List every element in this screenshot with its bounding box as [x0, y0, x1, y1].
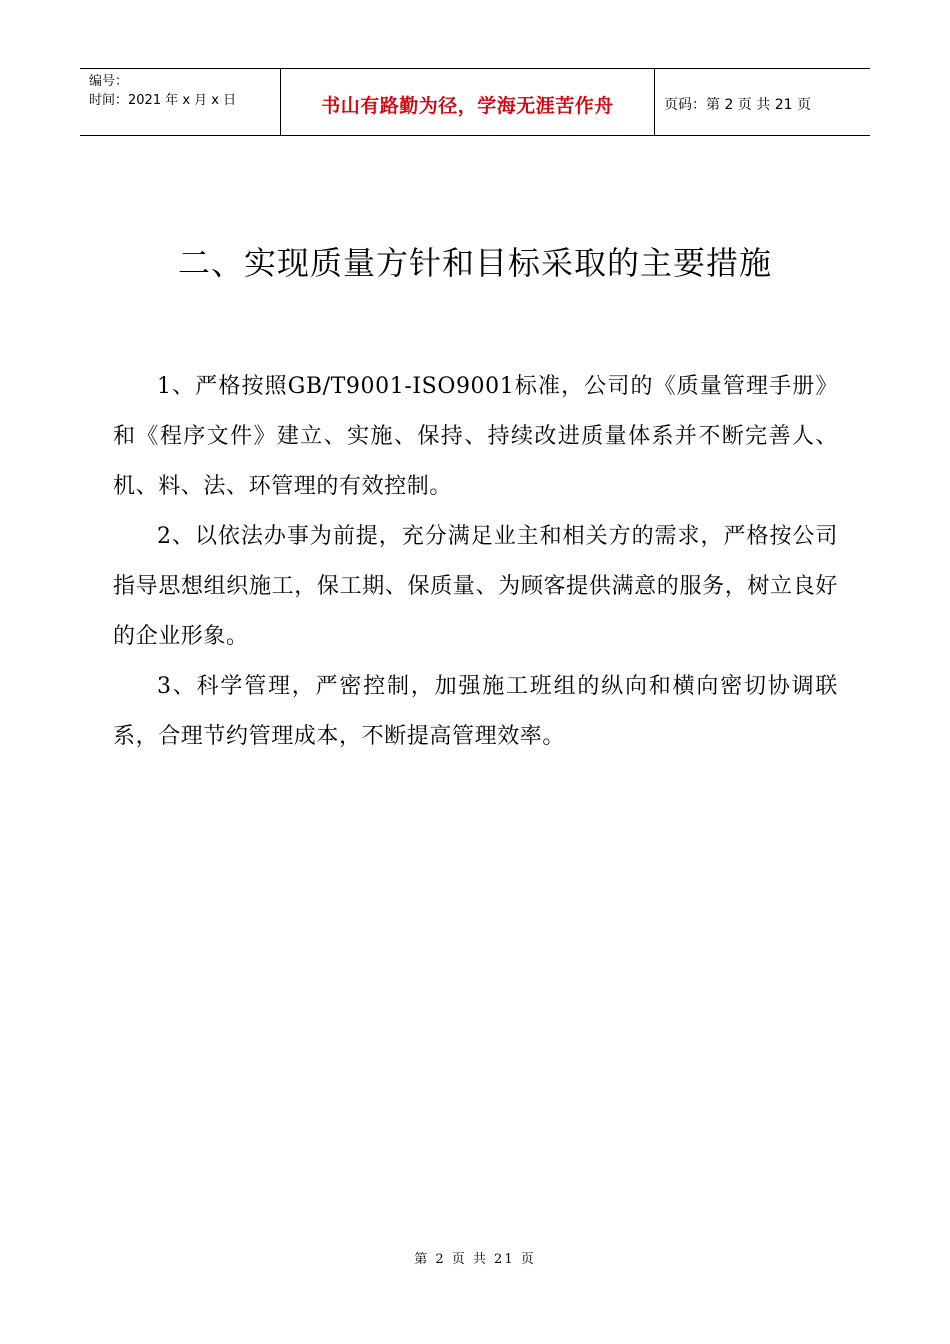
document-title: 二、实现质量方针和目标采取的主要措施	[177, 244, 772, 282]
paragraph-2: 2、以依法办事为前提，充分满足业主和相关方的需求，严格按公司指导思想组织施工，保工期、保质量、为顾客提供满意的服务，树立良好的企业形象。	[113, 524, 838, 649]
paragraph-3: 3、科学管理，严密控制，加强施工班组的纵向和横向密切协调联系，合理节约管理成本，不断提高管理效率。	[113, 674, 838, 749]
header-table	[80, 68, 870, 136]
time-label: 时间：2021 年 x 月 x 日	[89, 93, 237, 108]
slogan-cell	[281, 69, 655, 135]
page-info-cell	[655, 69, 870, 135]
page-info-text: 页码：第 2 页 共 21 页	[664, 97, 811, 113]
paragraph-1: 1、严格按照GB/T9001-ISO9001标准，公司的《质量管理手册》和《程序文件》建立、实施、保持、持续改进质量体系并不断完善人、机、料、法、环管理的有效控制。	[113, 374, 838, 499]
document-body	[113, 362, 838, 762]
number-label: 编号：	[89, 74, 129, 89]
header-info-cell	[80, 69, 281, 135]
slogan-text: 书山有路勤为径，学海无涯苦作舟	[321, 94, 614, 117]
page-footer: 第 2 页 共 21 页	[414, 1252, 536, 1267]
